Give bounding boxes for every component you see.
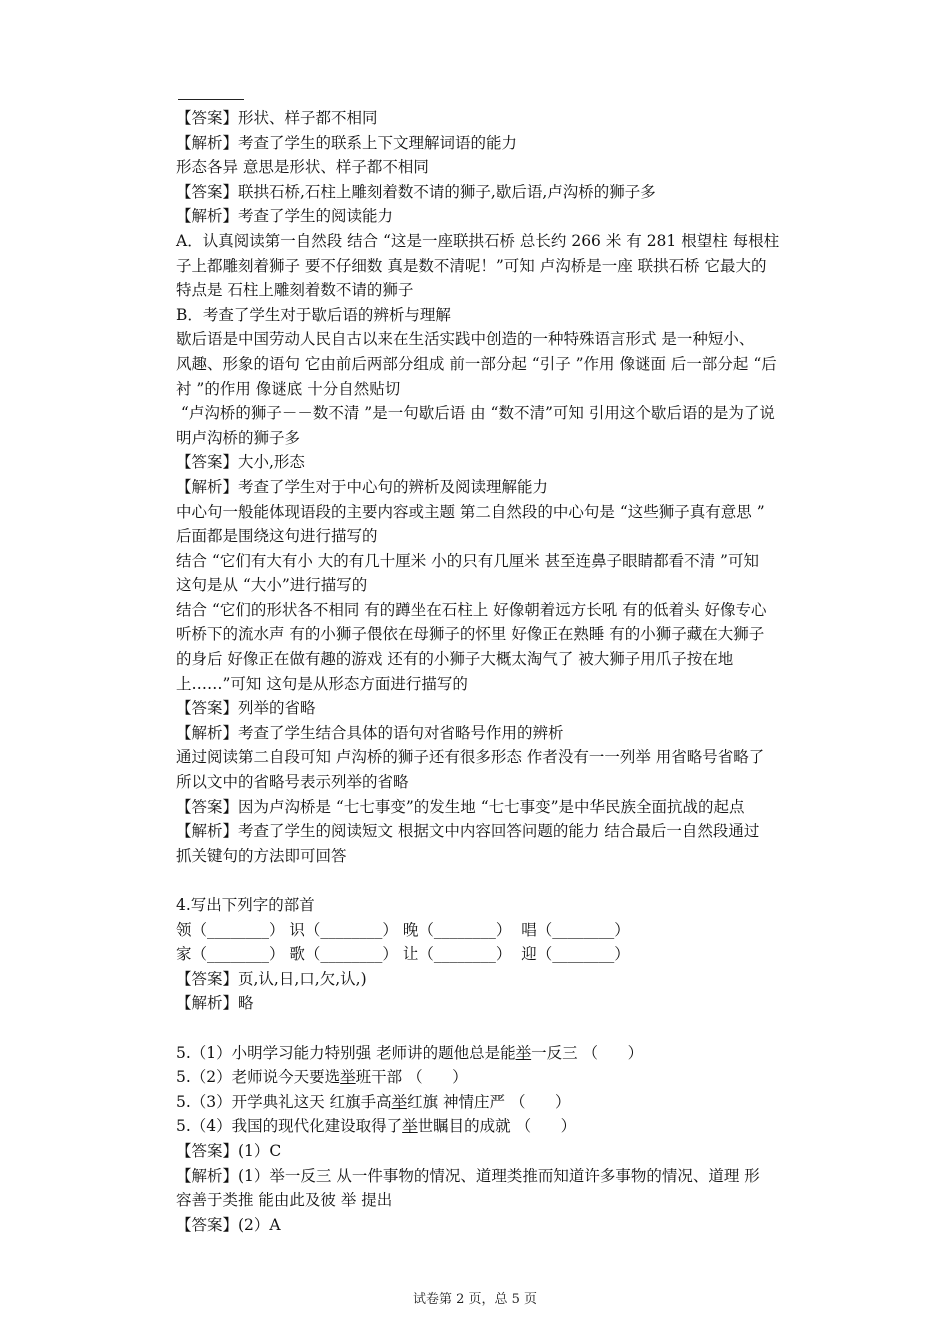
underlined-character: 举 xyxy=(402,1117,418,1136)
text-line: 这句是从 “大小”进行描写的 xyxy=(176,576,368,595)
underlined-character: 举 xyxy=(340,1068,356,1087)
text-line: 明卢沟桥的狮子多 xyxy=(176,428,301,447)
text-line: 结合 “它们有大有小 大的有几十厘米 小的只有几厘米 甚至连鼻子眼睛都看不清 ”可知 xyxy=(176,551,759,570)
text-line: 衬 ”的作用 像谜底 十分自然贴切 xyxy=(176,379,401,398)
question-5-analysis-1: 【解析】(1）举一反三 从一件事物的情况、道理类推而知道许多事物的情况、道理 形 xyxy=(176,1166,760,1185)
answer-analysis-block xyxy=(176,106,806,868)
text-line: 听桥下的流水声 有的小狮子偎依在母狮子的怀里 好像正在熟睡 有的小狮子藏在大狮子 xyxy=(176,625,765,644)
page-footer: 试卷第 2 页，总 5 页 xyxy=(412,1292,538,1307)
question-5 xyxy=(176,1041,806,1238)
header-divider xyxy=(178,99,244,100)
text-line: 风趣、形象的语句 它由前后两部分组成 前一部分起 “引子 ”作用 像谜面 后一部分起 “后 xyxy=(176,354,777,373)
text-line: 【答案】联拱石桥,石柱上雕刻着数不请的狮子,歇后语,卢沟桥的狮子多 xyxy=(176,182,656,201)
underlined-character: 举 xyxy=(515,1043,532,1062)
question-5-item-4: 5.（4）我国的现代化建设取得了举世瞩目的成就 （ ） xyxy=(176,1117,577,1136)
text-line: 【解析】考查了学生的联系上下文理解词语的能力 xyxy=(176,133,518,152)
text-line: 所以文中的省略号表示列举的省略 xyxy=(176,773,409,792)
text-line: 形态各异 意思是形状、样子都不相同 xyxy=(176,158,429,177)
text-line: B．考查了学生对于歇后语的辨析与理解 xyxy=(176,305,451,324)
text-line: 【答案】因为卢沟桥是 “七七事变”的发生地 “七七事变”是中华民族全面抗战的起点 xyxy=(176,797,745,816)
section-spacer xyxy=(176,868,806,893)
question-5-answer-1: 【答案】(1）C xyxy=(176,1141,282,1160)
question-5-answer-2: 【答案】(2）A xyxy=(176,1215,281,1234)
text-line: 【解析】考查了学生结合具体的语句对省略号作用的辨析 xyxy=(176,723,564,742)
text-line: 上……”可知 这句是从形态方面进行描写的 xyxy=(176,674,468,693)
question-4-answer: 【答案】页,认,日,口,欠,认,) xyxy=(176,969,367,988)
text-line: 【答案】大小,形态 xyxy=(176,453,305,472)
text-line: 歇后语是中国劳动人民自古以来在生活实践中创造的一种特殊语言形式 是一种短小、 xyxy=(176,330,755,349)
question-4-row-1: 领（________） 识（________） 晚（________） 唱（________） xyxy=(176,920,630,939)
page-content xyxy=(176,106,806,1237)
text-line: 【解析】考查了学生的阅读能力 xyxy=(176,207,394,226)
text-line: 【答案】列举的省略 xyxy=(176,699,316,718)
text-line: 【答案】形状、样子都不相同 xyxy=(176,109,378,127)
question-4-row-2: 家（________） 歌（________） 让（________） 迎（________） xyxy=(176,945,630,964)
text-line: 通过阅读第二自段可知 卢沟桥的狮子还有很多形态 作者没有一一列举 用省略号省略了 xyxy=(176,748,765,767)
text-line: “卢沟桥的狮子－－数不清 ”是一句歇后语 由 “数不清”可知 引用这个歇后语的是为了说 xyxy=(176,404,775,423)
underlined-character: 举 xyxy=(391,1092,408,1111)
text-line: 【解析】考查了学生对于中心句的辨析及阅读理解能力 xyxy=(176,477,549,496)
question-4 xyxy=(176,893,806,1016)
text-line: A．认真阅读第一自然段 结合 “这是一座联拱石桥 总长约 266 米 有 281 根望柱 每根柱 xyxy=(176,231,780,250)
question-4-title: 4.写出下列字的部首 xyxy=(176,896,315,914)
text-line: 的身后 好像正在做有趣的游戏 还有的小狮子大概太淘气了 被大狮子用爪子按在地 xyxy=(176,650,734,669)
question-5-analysis-1-cont: 容善于类推 能由此及彼 举 提出 xyxy=(176,1191,393,1210)
question-4-analysis: 【解析】略 xyxy=(176,994,254,1013)
text-line: 中心句一般能体现语段的主要内容或主题 第二自然段的中心句是 “这些狮子真有意思 ” xyxy=(176,502,765,521)
text-line: 【解析】考查了学生的阅读短文 根据文中内容回答问题的能力 结合最后一自然段通过 xyxy=(176,822,760,841)
text-line: 特点是 石柱上雕刻着数不请的狮子 xyxy=(176,281,414,300)
question-5-item-3: 5.（3）开学典礼这天 红旗手高举红旗 神情庄严 （ ） xyxy=(176,1092,571,1111)
question-5-item-2: 5.（2）老师说今天要选举班干部 （ ） xyxy=(176,1068,468,1087)
question-5-item-1: 5.（1）小明学习能力特别强 老师讲的题他总是能举一反三 （ ） xyxy=(176,1043,644,1062)
text-line: 抓关键句的方法即可回答 xyxy=(176,846,347,865)
text-line: 后面都是围绕这句进行描写的 xyxy=(176,527,378,546)
section-spacer xyxy=(176,1016,806,1041)
text-line: 结合 “它们的形状各不相同 有的蹲坐在石柱上 好像朝着远方长吼 有的低着头 好像专心 xyxy=(176,600,767,619)
text-line: 子上都雕刻着狮子 要不仔细数 真是数不清呢！”可知 卢沟桥是一座 联拱石桥 它最大的 xyxy=(176,256,767,275)
